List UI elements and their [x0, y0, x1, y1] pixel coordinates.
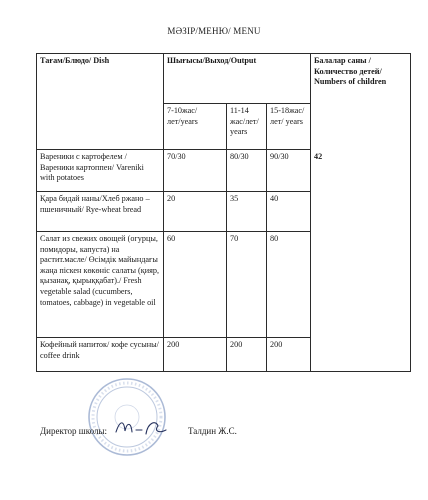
age-group-7-10: 7-10жас/лет/years [164, 104, 227, 150]
director-signature [112, 414, 174, 440]
dish-name: Қара бидай наны/Хлеб ржано – пшеничный/ Rye-wheat bread [37, 192, 164, 232]
director-label: Директор школы: [40, 426, 108, 436]
output-value: 80 [267, 232, 311, 338]
output-value: 200 [227, 338, 267, 372]
output-value: 80/30 [227, 150, 267, 192]
output-value: 200 [164, 338, 227, 372]
menu-table [36, 53, 411, 372]
output-value: 200 [267, 338, 311, 372]
output-value: 20 [164, 192, 227, 232]
dish-name: Вареники с картофелем / Вареники картоппен/ Vareniki with potatoes [37, 150, 164, 192]
page-title: МӘЗІР/МЕНЮ/ MENU [167, 26, 261, 36]
output-value: 90/30 [267, 150, 311, 192]
children-column [311, 54, 411, 372]
output-value: 70/30 [164, 150, 227, 192]
children-column-header: Балалар саны /Количество детей/ Numbers of children [314, 56, 387, 87]
age-group-15-18: 15-18жас/лет/ years [267, 104, 311, 150]
age-group-11-14: 11-14 жас/лет/ years [227, 104, 267, 150]
dish-name: Салат из свежих овощей (огурцы, помидоры, капуста) на растит.масле/ Өсімдік майындағы жаңа піскен көкөніс салаты (қияр, қызанақ, қырыққабат)./ Fresh vegetable salad (cucumbers, tomatoes, cabbage) in vegetable oil [37, 232, 164, 338]
output-value: 35 [227, 192, 267, 232]
output-value: 70 [227, 232, 267, 338]
output-column-header: Шығысы/Выход/Output [164, 54, 311, 104]
header-row [37, 54, 411, 104]
dish-column-header: Тағам/Блюдо/ Dish [37, 54, 164, 150]
director-name: Талдин Ж.С. [188, 426, 237, 436]
children-count: 42 [314, 151, 323, 161]
output-value: 40 [267, 192, 311, 232]
output-value: 60 [164, 232, 227, 338]
dish-name: Кофейный напиток/ кофе сусыны/ coffee drink [37, 338, 164, 372]
